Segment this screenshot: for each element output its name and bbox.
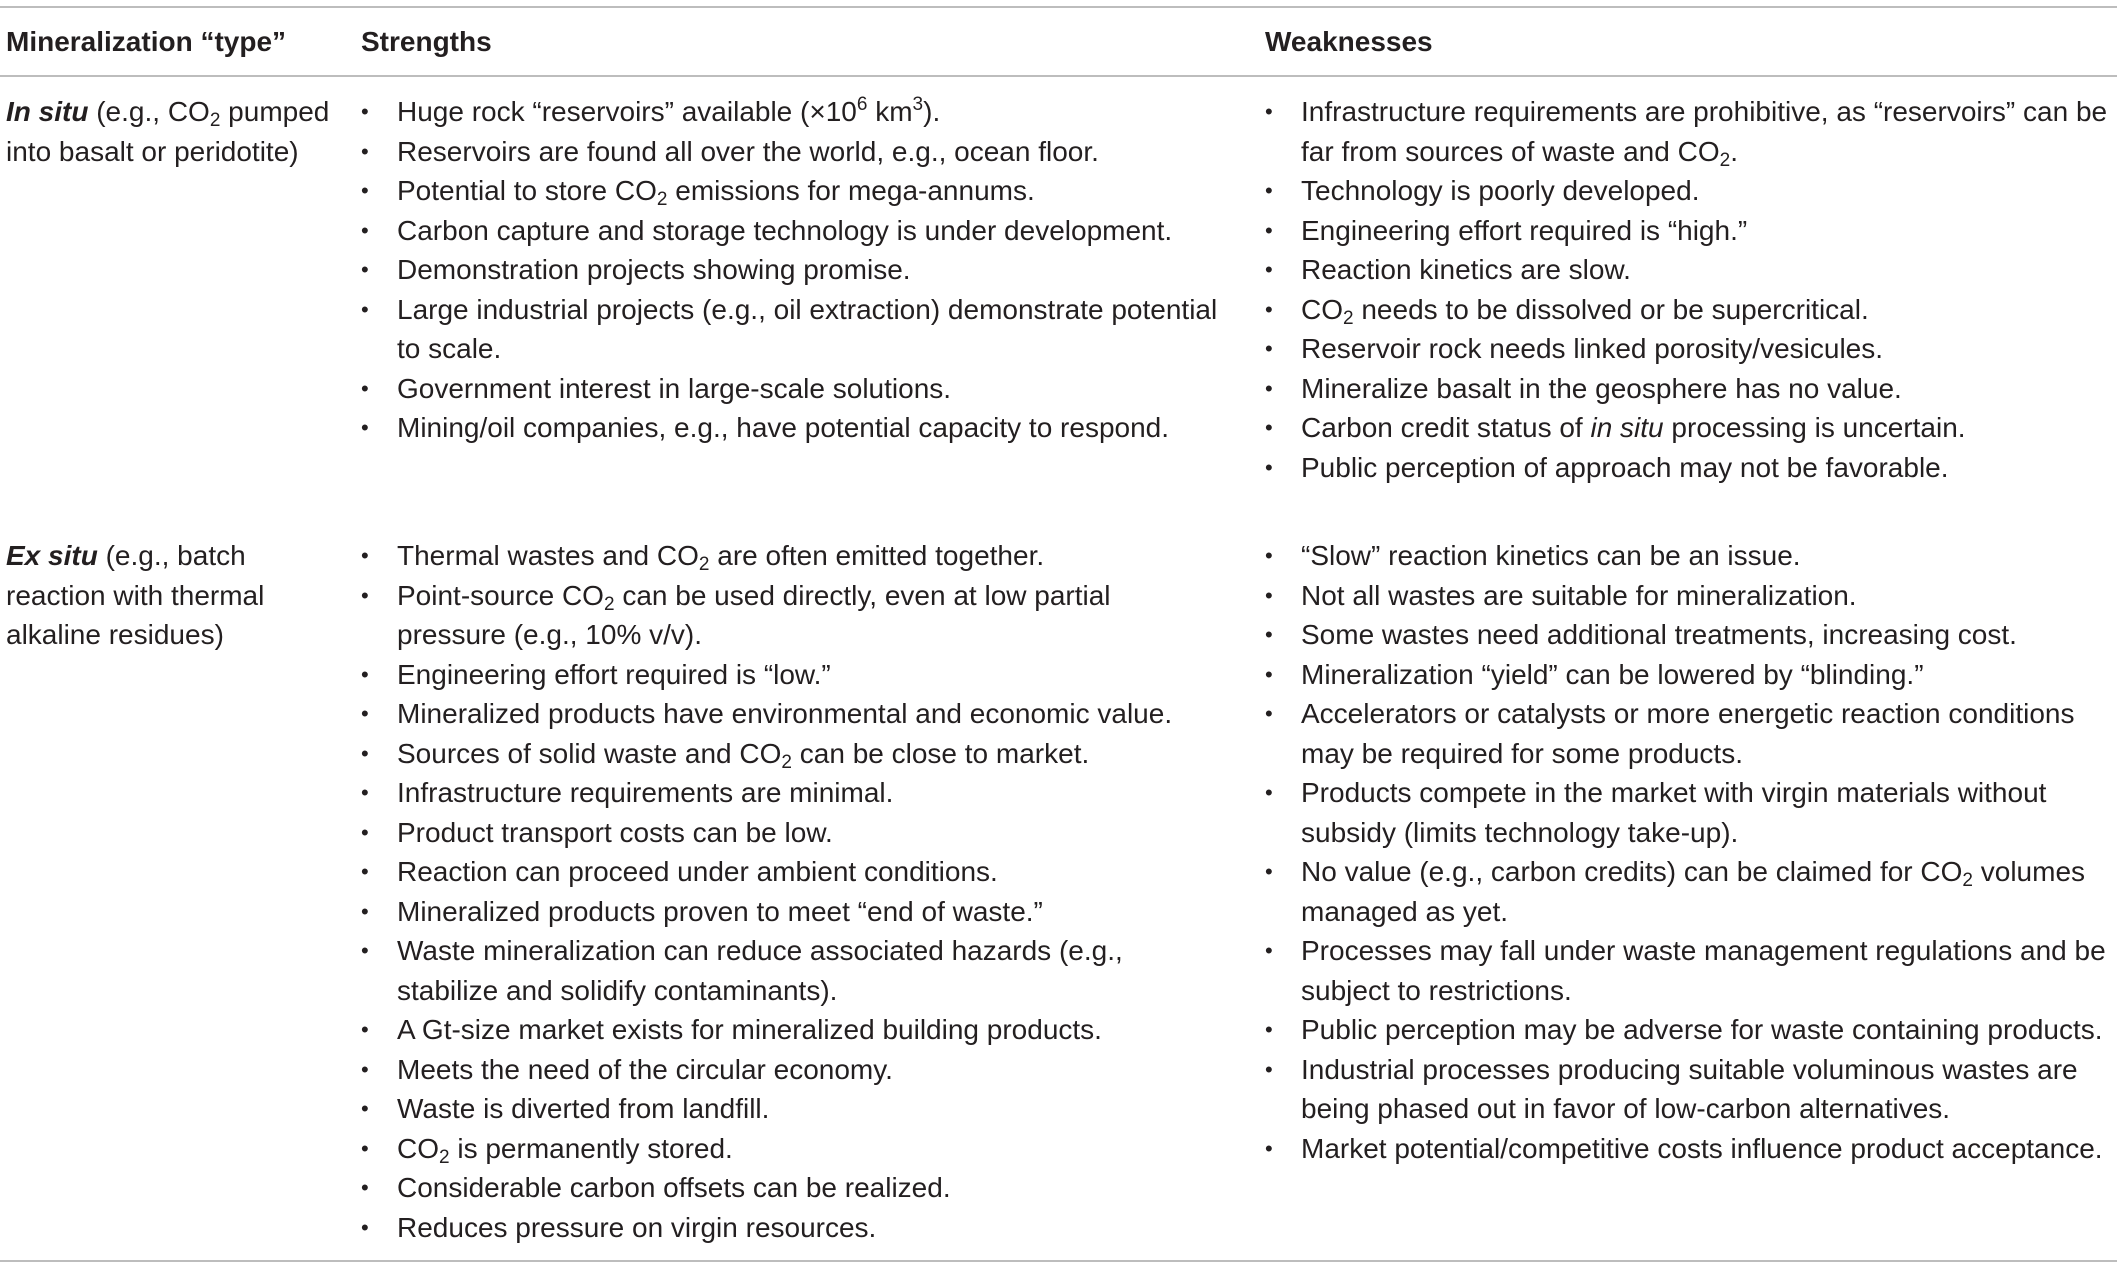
list-item — [361, 1050, 1221, 1090]
list-item — [361, 92, 1221, 132]
item-text: Waste mineralization can reduce associated hazards (e.g., stabilize and solidify contaminants). — [397, 935, 1123, 1006]
type-cell — [6, 536, 336, 655]
item-text: No value (e.g., carbon credits) can be claimed for CO — [1301, 856, 1963, 887]
item-text: Market potential/competitive costs influence product acceptance. — [1301, 1132, 2103, 1164]
header-rule — [0, 75, 2117, 77]
list-item — [361, 171, 1221, 211]
item-text: can be used directly, even at low partial pressure (e.g., 10% v/v). — [397, 579, 1111, 650]
bullet-icon: • — [1265, 543, 1273, 568]
list-item — [361, 132, 1221, 172]
bullet-icon: • — [1265, 178, 1273, 203]
item-text: Potential to store CO — [397, 175, 657, 206]
item-emphasis: in situ — [1590, 412, 1664, 443]
item-text: Point-source CO — [397, 579, 604, 611]
item-text: Large industrial projects (e.g., oil extraction) demonstrate potential to scale. — [397, 293, 1218, 364]
bullet-icon: • — [1265, 454, 1273, 480]
bullet-icon: • — [1265, 415, 1273, 440]
item-text: Industrial processes producing suitable voluminous wastes are being phased out in favor of low-carbon alternatives. — [1301, 1053, 2078, 1124]
list-item — [361, 408, 1221, 448]
subscript: 2 — [698, 554, 710, 575]
item-text: “Slow” reaction kinetics can be an issue. — [1301, 540, 1801, 571]
item-text: volumes managed as yet. — [1301, 856, 2086, 927]
list-item — [361, 1129, 1221, 1169]
item-text: Government interest in large-scale solutions. — [397, 372, 952, 404]
bullet-icon: • — [361, 99, 369, 124]
type-label-bold: In situ — [6, 96, 89, 127]
list-item — [1265, 615, 2115, 655]
list-item — [1265, 290, 2115, 330]
item-text: CO — [397, 1132, 439, 1164]
list-item — [1265, 576, 2115, 616]
list-item — [1265, 1129, 2115, 1169]
item-text: Public perception may be adverse for waste containing products. — [1301, 1014, 2103, 1045]
type-label-text: (e.g., batch reaction with thermal alkaline residues) — [6, 540, 265, 650]
list-item — [361, 773, 1221, 813]
list-item — [361, 1208, 1221, 1248]
item-text: Processes may fall under waste management regulations and be subject to restrictions. — [1301, 935, 2106, 1006]
list-item — [1265, 773, 2115, 852]
item-text: Reduces pressure on virgin resources. — [397, 1211, 877, 1243]
bullet-icon: • — [361, 740, 369, 766]
type-label-text: (e.g., CO — [88, 96, 210, 127]
bullet-icon: • — [361, 1017, 369, 1042]
item-text: Technology is poorly developed. — [1301, 175, 1700, 206]
list-item — [361, 250, 1221, 290]
item-text: Carbon credit status of — [1301, 412, 1591, 443]
item-text: processing is uncertain. — [1663, 412, 1966, 443]
item-text: is permanently stored. — [449, 1132, 733, 1164]
list-item — [361, 211, 1221, 251]
bullet-icon: • — [1265, 622, 1273, 647]
header-type: Mineralization “type” — [6, 26, 287, 57]
bullet-icon: • — [1265, 701, 1273, 726]
subscript: 2 — [439, 1146, 450, 1168]
superscript: 6 — [856, 94, 868, 115]
bullet-icon: • — [361, 296, 369, 322]
bullet-icon: • — [361, 257, 369, 282]
bullet-icon: • — [1265, 1056, 1273, 1082]
item-text: Thermal wastes and CO — [397, 540, 699, 571]
type-cell — [6, 92, 336, 171]
list-item — [361, 931, 1221, 1010]
list-item — [1265, 171, 2115, 211]
list-item — [361, 813, 1221, 853]
item-text: CO — [1301, 293, 1343, 325]
bullet-icon: • — [361, 859, 369, 884]
list-item — [1265, 1050, 2115, 1129]
list-item — [1265, 250, 2115, 290]
item-text: Mineralization “yield” can be lowered by “blinding.” — [1301, 658, 1924, 690]
item-text: Huge rock “reservoirs” available (×10 — [397, 96, 857, 127]
item-text: Engineering effort required is “low.” — [397, 658, 831, 690]
type-label-text: pumped into basalt or peridotite) — [6, 96, 330, 167]
item-text: . — [1730, 135, 1738, 167]
strengths-list — [361, 536, 1221, 1247]
item-text: Public perception of approach may not be favorable. — [1301, 451, 1949, 483]
bullet-icon: • — [1265, 661, 1273, 687]
weaknesses-list — [1265, 92, 2115, 487]
item-text: Demonstration projects showing promise. — [397, 254, 911, 285]
list-item — [1265, 694, 2115, 773]
list-item — [1265, 369, 2115, 409]
item-text: Mineralize basalt in the geosphere has no value. — [1301, 372, 1902, 404]
subscript: 2 — [209, 110, 221, 131]
item-text: can be close to market. — [792, 737, 1090, 769]
item-text: Carbon capture and storage technology is under development. — [397, 214, 1173, 246]
superscript: 3 — [912, 94, 924, 115]
list-item — [1265, 211, 2115, 251]
table-top-rule — [0, 6, 2117, 8]
bullet-icon: • — [361, 543, 369, 568]
bullet-icon: • — [1265, 1017, 1273, 1042]
list-item — [361, 1010, 1221, 1050]
bullet-icon: • — [361, 1056, 369, 1082]
list-item — [1265, 92, 2115, 171]
subscript: 2 — [1962, 870, 1973, 891]
item-text: Meets the need of the circular economy. — [397, 1053, 893, 1085]
subscript: 2 — [1343, 307, 1354, 329]
bullet-icon: • — [361, 1135, 369, 1161]
list-item — [361, 734, 1221, 774]
list-item — [361, 290, 1221, 369]
bullet-icon: • — [361, 582, 369, 608]
header-strengths: Strengths — [361, 26, 492, 57]
bullet-icon: • — [361, 661, 369, 687]
item-text: A Gt-size market exists for mineralized building products. — [397, 1014, 1102, 1045]
item-text: Some wastes need additional treatments, increasing cost. — [1301, 619, 2017, 650]
item-text: Sources of solid waste and CO — [397, 737, 782, 769]
bullet-icon: • — [361, 415, 369, 440]
list-item — [361, 655, 1221, 695]
list-item — [361, 369, 1221, 409]
list-item — [361, 1089, 1221, 1129]
strengths-list — [361, 92, 1221, 448]
item-text: Reservoirs are found all over the world, e.g., ocean floor. — [397, 135, 1099, 167]
list-item — [1265, 852, 2115, 931]
item-text: Reaction can proceed under ambient conditions. — [397, 856, 998, 887]
bullet-icon: • — [361, 375, 369, 401]
bullet-icon: • — [1265, 375, 1273, 401]
table-bottom-rule — [0, 1260, 2117, 1262]
bullet-icon: • — [361, 217, 369, 243]
list-item — [361, 694, 1221, 734]
item-text: Waste is diverted from landfill. — [397, 1093, 770, 1124]
list-item — [1265, 448, 2115, 488]
subscript: 2 — [781, 751, 792, 773]
item-text: Reaction kinetics are slow. — [1301, 254, 1631, 285]
bullet-icon: • — [1265, 217, 1273, 243]
item-text: Not all wastes are suitable for mineralization. — [1301, 579, 1857, 611]
bullet-icon: • — [361, 1096, 369, 1121]
bullet-icon: • — [361, 138, 369, 164]
item-text: Mineralized products proven to meet “end of waste.” — [397, 895, 1043, 927]
bullet-icon: • — [1265, 859, 1273, 884]
item-text: emissions for mega-annums. — [667, 175, 1035, 206]
bullet-icon: • — [1265, 336, 1273, 361]
bullet-icon: • — [1265, 99, 1273, 124]
item-text: Product transport costs can be low. — [397, 816, 833, 848]
bullet-icon: • — [361, 780, 369, 805]
bullet-icon: • — [1265, 296, 1273, 322]
item-text: Accelerators or catalysts or more energetic reaction conditions may be required for some products. — [1301, 698, 2075, 769]
weaknesses-list — [1265, 536, 2115, 1168]
list-item — [361, 852, 1221, 892]
bullet-icon: • — [361, 1175, 369, 1200]
bullet-icon: • — [361, 938, 369, 963]
bullet-icon: • — [361, 819, 369, 845]
bullet-icon: • — [1265, 1135, 1273, 1161]
list-item — [1265, 655, 2115, 695]
subscript: 2 — [603, 593, 615, 615]
item-text: Reservoir rock needs linked porosity/vesicules. — [1301, 333, 1884, 364]
item-text: ). — [923, 96, 941, 127]
item-text: Mining/oil companies, e.g., have potential capacity to respond. — [397, 412, 1170, 443]
list-item — [361, 1168, 1221, 1208]
item-text: km — [867, 96, 913, 127]
bullet-icon: • — [361, 178, 369, 203]
list-item — [1265, 329, 2115, 369]
item-text: Considerable carbon offsets can be realized. — [397, 1172, 951, 1203]
list-item — [1265, 931, 2115, 1010]
bullet-icon: • — [1265, 780, 1273, 805]
item-text: needs to be dissolved or be supercritical. — [1353, 293, 1869, 325]
list-item — [1265, 408, 2115, 448]
type-label-bold: Ex situ — [6, 540, 98, 571]
list-item — [1265, 536, 2115, 576]
subscript: 2 — [656, 189, 668, 210]
list-item — [361, 536, 1221, 576]
header-weaknesses: Weaknesses — [1265, 26, 1433, 57]
bullet-icon: • — [1265, 257, 1273, 282]
subscript: 2 — [1719, 149, 1731, 171]
item-text: Infrastructure requirements are prohibitive, as “reservoirs” can be far from sources of waste and CO — [1301, 96, 2108, 167]
bullet-icon: • — [1265, 582, 1273, 608]
item-text: Engineering effort required is “high.” — [1301, 214, 1748, 246]
list-item — [361, 576, 1221, 655]
item-text: Products compete in the market with virgin materials without subsidy (limits technology take-up). — [1301, 777, 2047, 848]
list-item — [361, 892, 1221, 932]
bullet-icon: • — [361, 701, 369, 726]
bullet-icon: • — [1265, 938, 1273, 963]
item-text: Infrastructure requirements are minimal. — [397, 777, 894, 808]
bullet-icon: • — [361, 1214, 369, 1240]
item-text: Mineralized products have environmental and economic value. — [397, 698, 1173, 729]
bullet-icon: • — [361, 898, 369, 924]
list-item — [1265, 1010, 2115, 1050]
item-text: are often emitted together. — [709, 540, 1045, 571]
